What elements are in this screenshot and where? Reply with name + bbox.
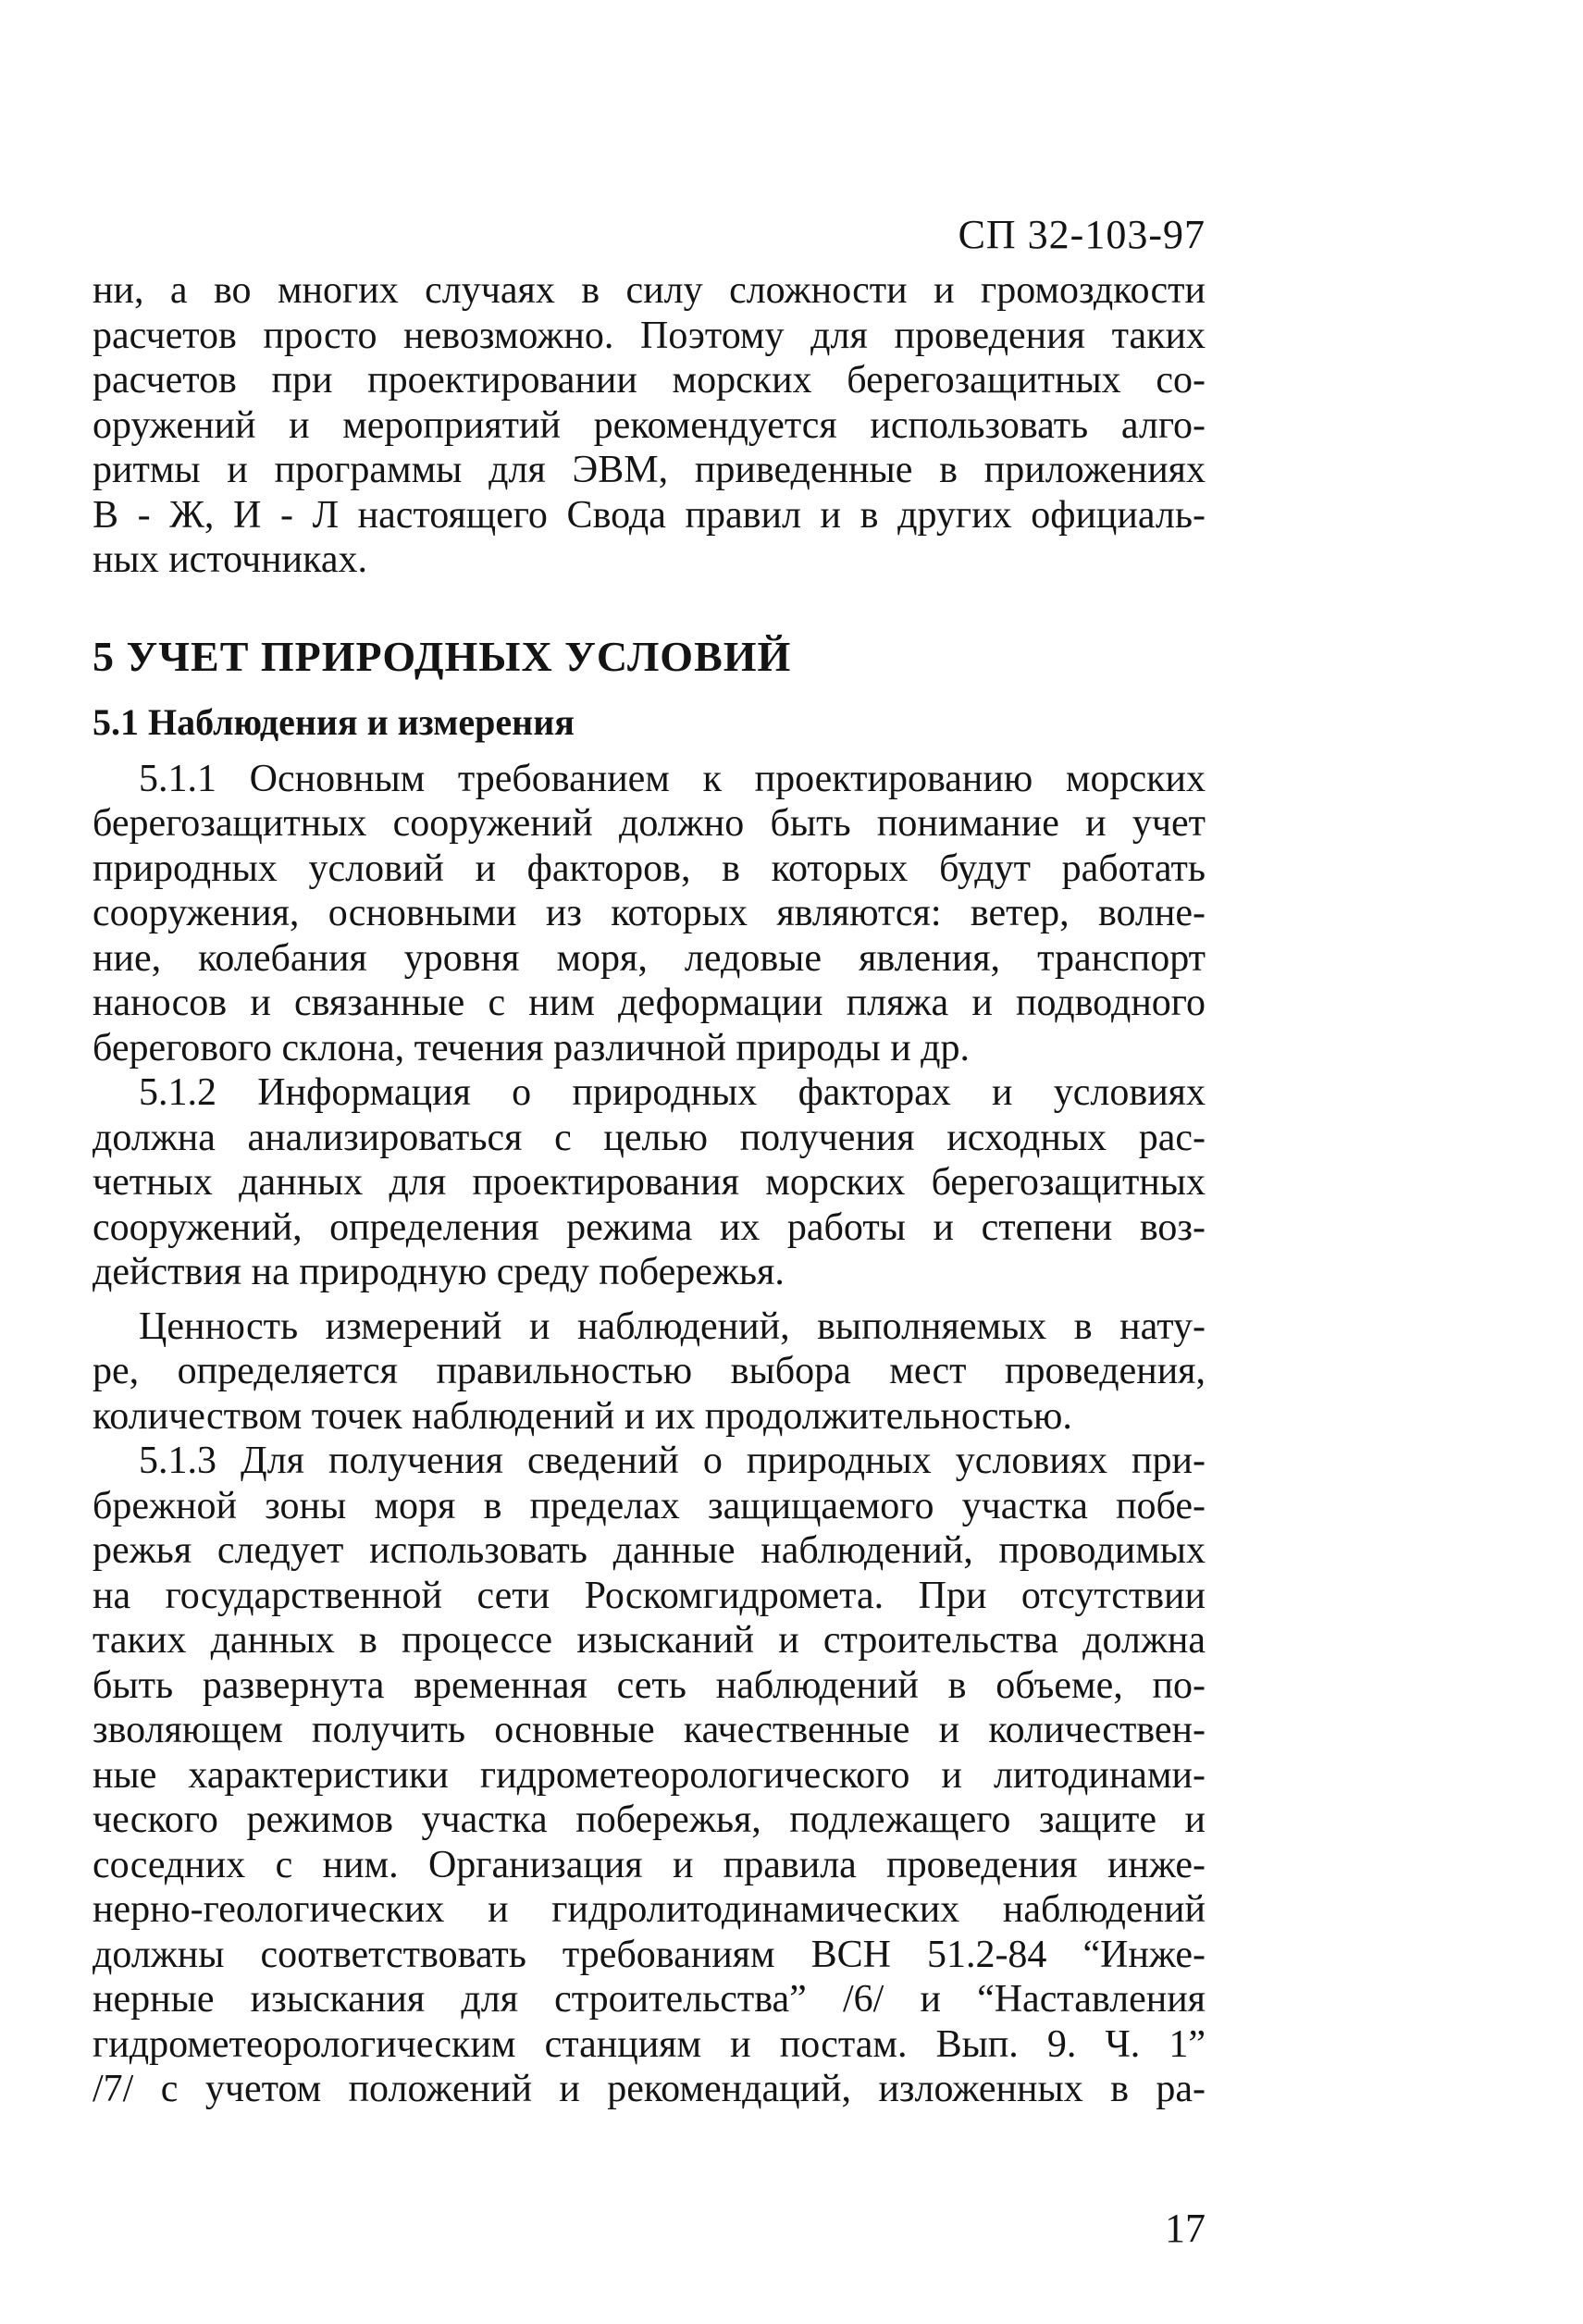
text-line: расчетов при проектировании морских берегозащитных со- (93, 359, 1206, 402)
text-line: количеством точек наблюдений и их продолжительностью. (93, 1394, 1072, 1438)
text-line: должна анализироваться с целью получения исходных рас- (93, 1116, 1206, 1159)
text-line: берегозащитных сооружений должно быть понимание и учет (93, 802, 1206, 845)
text-line: быть развернута временная сеть наблюдений в объеме, по- (93, 1663, 1206, 1707)
text-line: наносов и связанные с ним деформации пляжа и подводного (93, 982, 1206, 1024)
text-line: ни, а во многих случаях в силу сложности и громоздкости (93, 269, 1206, 312)
text-line: соседних с ним. Организация и правила проведения инже- (93, 1843, 1206, 1886)
text-line: нерные изыскания для строительства” /6/ и “Наставления (93, 1978, 1206, 2021)
text-line: берегового склона, течения различной природы и др. (93, 1026, 971, 1069)
intro-paragraph (93, 268, 1206, 583)
text-line: таких данных в процессе изысканий и строительства должна (93, 1619, 1206, 1662)
text-line: зволяющем получить основные качественные и количествен- (93, 1709, 1206, 1751)
text-line: В - Ж, И - Л настоящего Свода правил и в других официаль- (93, 493, 1206, 537)
text-column (93, 268, 1206, 2112)
text-line: гидрометеорологическим станциям и постам. Вып. 9. Ч. 1” (93, 2022, 1206, 2066)
text-line: 5.1.3 Для получения сведений о природных условиях при- (139, 1440, 1206, 1482)
text-line: ческого режимов участка побережья, подлежащего защите и (93, 1799, 1206, 1841)
text-line: четных данных для проектирования морских берегозащитных (93, 1161, 1206, 1204)
text-line: расчетов просто невозможно. Поэтому для проведения таких (93, 314, 1206, 357)
paragraph-5-1-3 (93, 1439, 1206, 2112)
text-line: ные характеристики гидрометеорологического и литодинами- (93, 1753, 1206, 1797)
text-line: действия на природную среду побережья. (93, 1251, 785, 1293)
text-line: сооружений, определения режима их работы и степени воз- (93, 1205, 1206, 1249)
paragraph-5-1-2 (93, 1070, 1206, 1295)
text-line: /7/ с учетом положений и рекомендаций, изложенных в ра- (93, 2068, 1206, 2110)
text-line: должны соответствовать требованиям ВСН 51.2-84 “Инже- (93, 1933, 1206, 1976)
text-line: 5.1.1 Основным требованием к проектированию морских (139, 757, 1206, 800)
paragraph-gap (93, 1295, 1206, 1304)
section-heading: 5 УЧЕТ ПРИРОДНЫХ УСЛОВИЙ (93, 632, 792, 680)
text-line: 5.1.2 Информация о природных факторах и условиях (139, 1071, 1206, 1114)
subsection-heading: 5.1 Наблюдения и измерения (93, 700, 575, 743)
text-line: Ценность измерений и наблюдений, выполняемых в нату- (139, 1304, 1206, 1348)
text-line: ритмы и программы для ЭВМ, приведенные в приложениях (93, 449, 1206, 491)
text-line: оружений и мероприятий рекомендуется использовать алго- (93, 403, 1206, 447)
page-number: 17 (1165, 2206, 1206, 2251)
document-code: СП 32-103-97 (958, 212, 1206, 257)
paragraph-value-of-measurements (93, 1304, 1206, 1440)
text-line: брежной зоны моря в пределах защищаемого участка побе- (93, 1484, 1206, 1527)
text-line: на государственной сети Роскомгидромета. При отсутствии (93, 1574, 1206, 1617)
text-line: сооружения, основными из которых являются: ветер, волне- (93, 892, 1206, 934)
text-line: ных источниках. (93, 538, 368, 581)
text-line: режья следует использовать данные наблюдений, проводимых (93, 1529, 1206, 1572)
text-line: ре, определяется правильностью выбора мест проведения, (93, 1350, 1206, 1392)
text-line: ние, колебания уровня моря, ледовые явления, транспорт (93, 936, 1206, 980)
text-line: нерно-геологических и гидролитодинамических наблюдений (93, 1888, 1206, 1931)
text-line: природных условий и факторов, в которых будут работать (93, 847, 1206, 890)
paragraph-5-1-1 (93, 757, 1206, 1071)
